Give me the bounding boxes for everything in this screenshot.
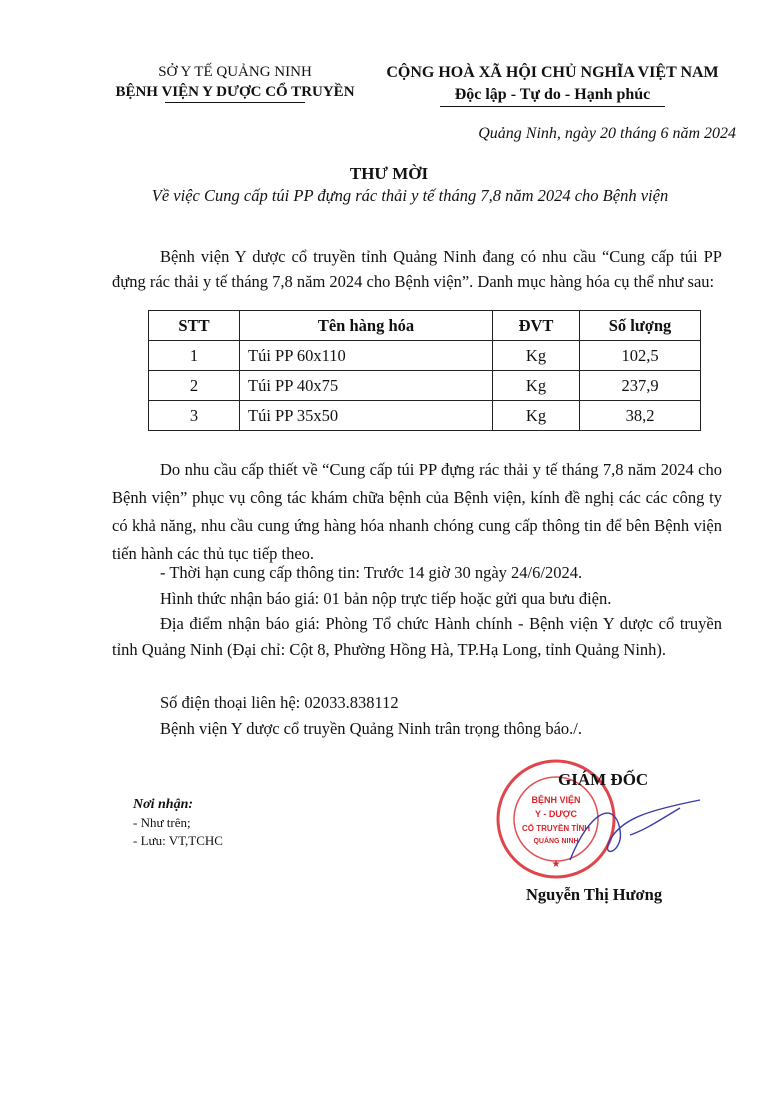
nation-title: CỘNG HOÀ XÃ HỘI CHỦ NGHĨA VIỆT NAM xyxy=(386,64,719,81)
cell-stt: 1 xyxy=(149,341,240,371)
deadline-line: - Thời hạn cung cấp thông tin: Trước 14 giờ 30 ngày 24/6/2024. xyxy=(160,563,583,582)
stamp-text-line: CỔ TRUYỀN TỈNH xyxy=(522,824,590,833)
document-subtitle: Về việc Cung cấp túi PP đựng rác thải y tế tháng 7,8 năm 2024 cho Bệnh viện xyxy=(151,186,669,205)
cell-name: Túi PP 35x50 xyxy=(240,401,493,431)
stamp-text-line: Y - DƯỢC xyxy=(535,809,577,819)
col-header-name: Tên hàng hóa xyxy=(240,311,493,341)
org-underline xyxy=(165,102,305,103)
table-header-row xyxy=(149,311,701,341)
motto-underline xyxy=(440,106,665,107)
document-title: THƯ MỜI xyxy=(349,164,429,183)
recipient-item: - Lưu: VT,TCHC xyxy=(133,833,223,848)
cell-unit: Kg xyxy=(493,371,580,401)
cell-quantity: 102,5 xyxy=(580,341,701,371)
goods-table xyxy=(148,310,701,431)
signer-title: GIÁM ĐỐC xyxy=(558,770,649,789)
cell-stt: 3 xyxy=(149,401,240,431)
recipients-block xyxy=(133,796,223,850)
location-paragraph: Địa điểm nhận báo giá: Phòng Tổ chức Hành chính - Bệnh viện Y dược cổ truyền tỉnh Quảng Ninh (Đại chỉ: Cột 8, Phường Hồng Hà, TP.Hạ Long, tỉnh Quảng Ninh). xyxy=(112,614,722,659)
nation-motto: Độc lập - Tự do - Hạnh phúc xyxy=(454,86,651,103)
phone-line: Số điện thoại liên hệ: 02033.838112 xyxy=(160,693,399,712)
cell-name: Túi PP 40x75 xyxy=(240,371,493,401)
org-name: BỆNH VIỆN Y DƯỢC CỔ TRUYỀN xyxy=(115,84,355,100)
signer-name: Nguyễn Thị Hương xyxy=(526,885,663,904)
recipient-item: - Như trên; xyxy=(133,815,191,830)
handwritten-signature xyxy=(560,790,710,880)
table-row xyxy=(149,341,701,371)
col-header-quantity: Số lượng xyxy=(580,311,701,341)
org-parent: SỞ Y TẾ QUẢNG NINH xyxy=(158,64,312,80)
form-line: Hình thức nhận báo giá: 01 bản nộp trực tiếp hoặc gửi qua bưu điện. xyxy=(160,589,612,608)
cell-name: Túi PP 60x110 xyxy=(240,341,493,371)
table-row xyxy=(149,401,701,431)
signature-stroke xyxy=(570,800,700,860)
col-header-unit: ĐVT xyxy=(493,311,580,341)
nation-header xyxy=(355,62,750,107)
date-line: Quảng Ninh, ngày 20 tháng 6 năm 2024 xyxy=(478,125,736,142)
recipients-label: Nơi nhận: xyxy=(133,797,194,812)
closing-line: Bệnh viện Y dược cổ truyền Quảng Ninh trân trọng thông báo./. xyxy=(160,719,582,738)
stamp-star-icon: ★ xyxy=(551,859,561,870)
intro-paragraph: Bệnh viện Y dược cổ truyền tỉnh Quảng Ninh đang có nhu cầu “Cung cấp túi PP đựng rác thải y tế tháng 7,8 năm 2024 cho Bệnh viện”. Danh mục hàng hóa cụ thể như sau: xyxy=(112,247,722,291)
col-header-stt: STT xyxy=(149,311,240,341)
cell-unit: Kg xyxy=(493,401,580,431)
cell-quantity: 38,2 xyxy=(580,401,701,431)
org-header xyxy=(70,62,400,103)
body-paragraph: Do nhu cầu cấp thiết về “Cung cấp túi PP đựng rác thải y tế tháng 7,8 năm 2024 cho Bệnh viện” phục vụ công tác khám chữa bệnh của Bệnh viện, kính đề nghị các các công ty có khả năng, nhu cầu cung ứng hàng hóa nhanh chóng cung cấp thông tin để bên Bệnh viện tiến hành các thủ tục tiếp theo. xyxy=(112,460,722,563)
stamp-text-line: BỆNH VIỆN xyxy=(531,795,581,805)
cell-unit: Kg xyxy=(493,341,580,371)
cell-stt: 2 xyxy=(149,371,240,401)
table-row xyxy=(149,371,701,401)
stamp-text-line: QUẢNG NINH xyxy=(533,838,579,845)
cell-quantity: 237,9 xyxy=(580,371,701,401)
